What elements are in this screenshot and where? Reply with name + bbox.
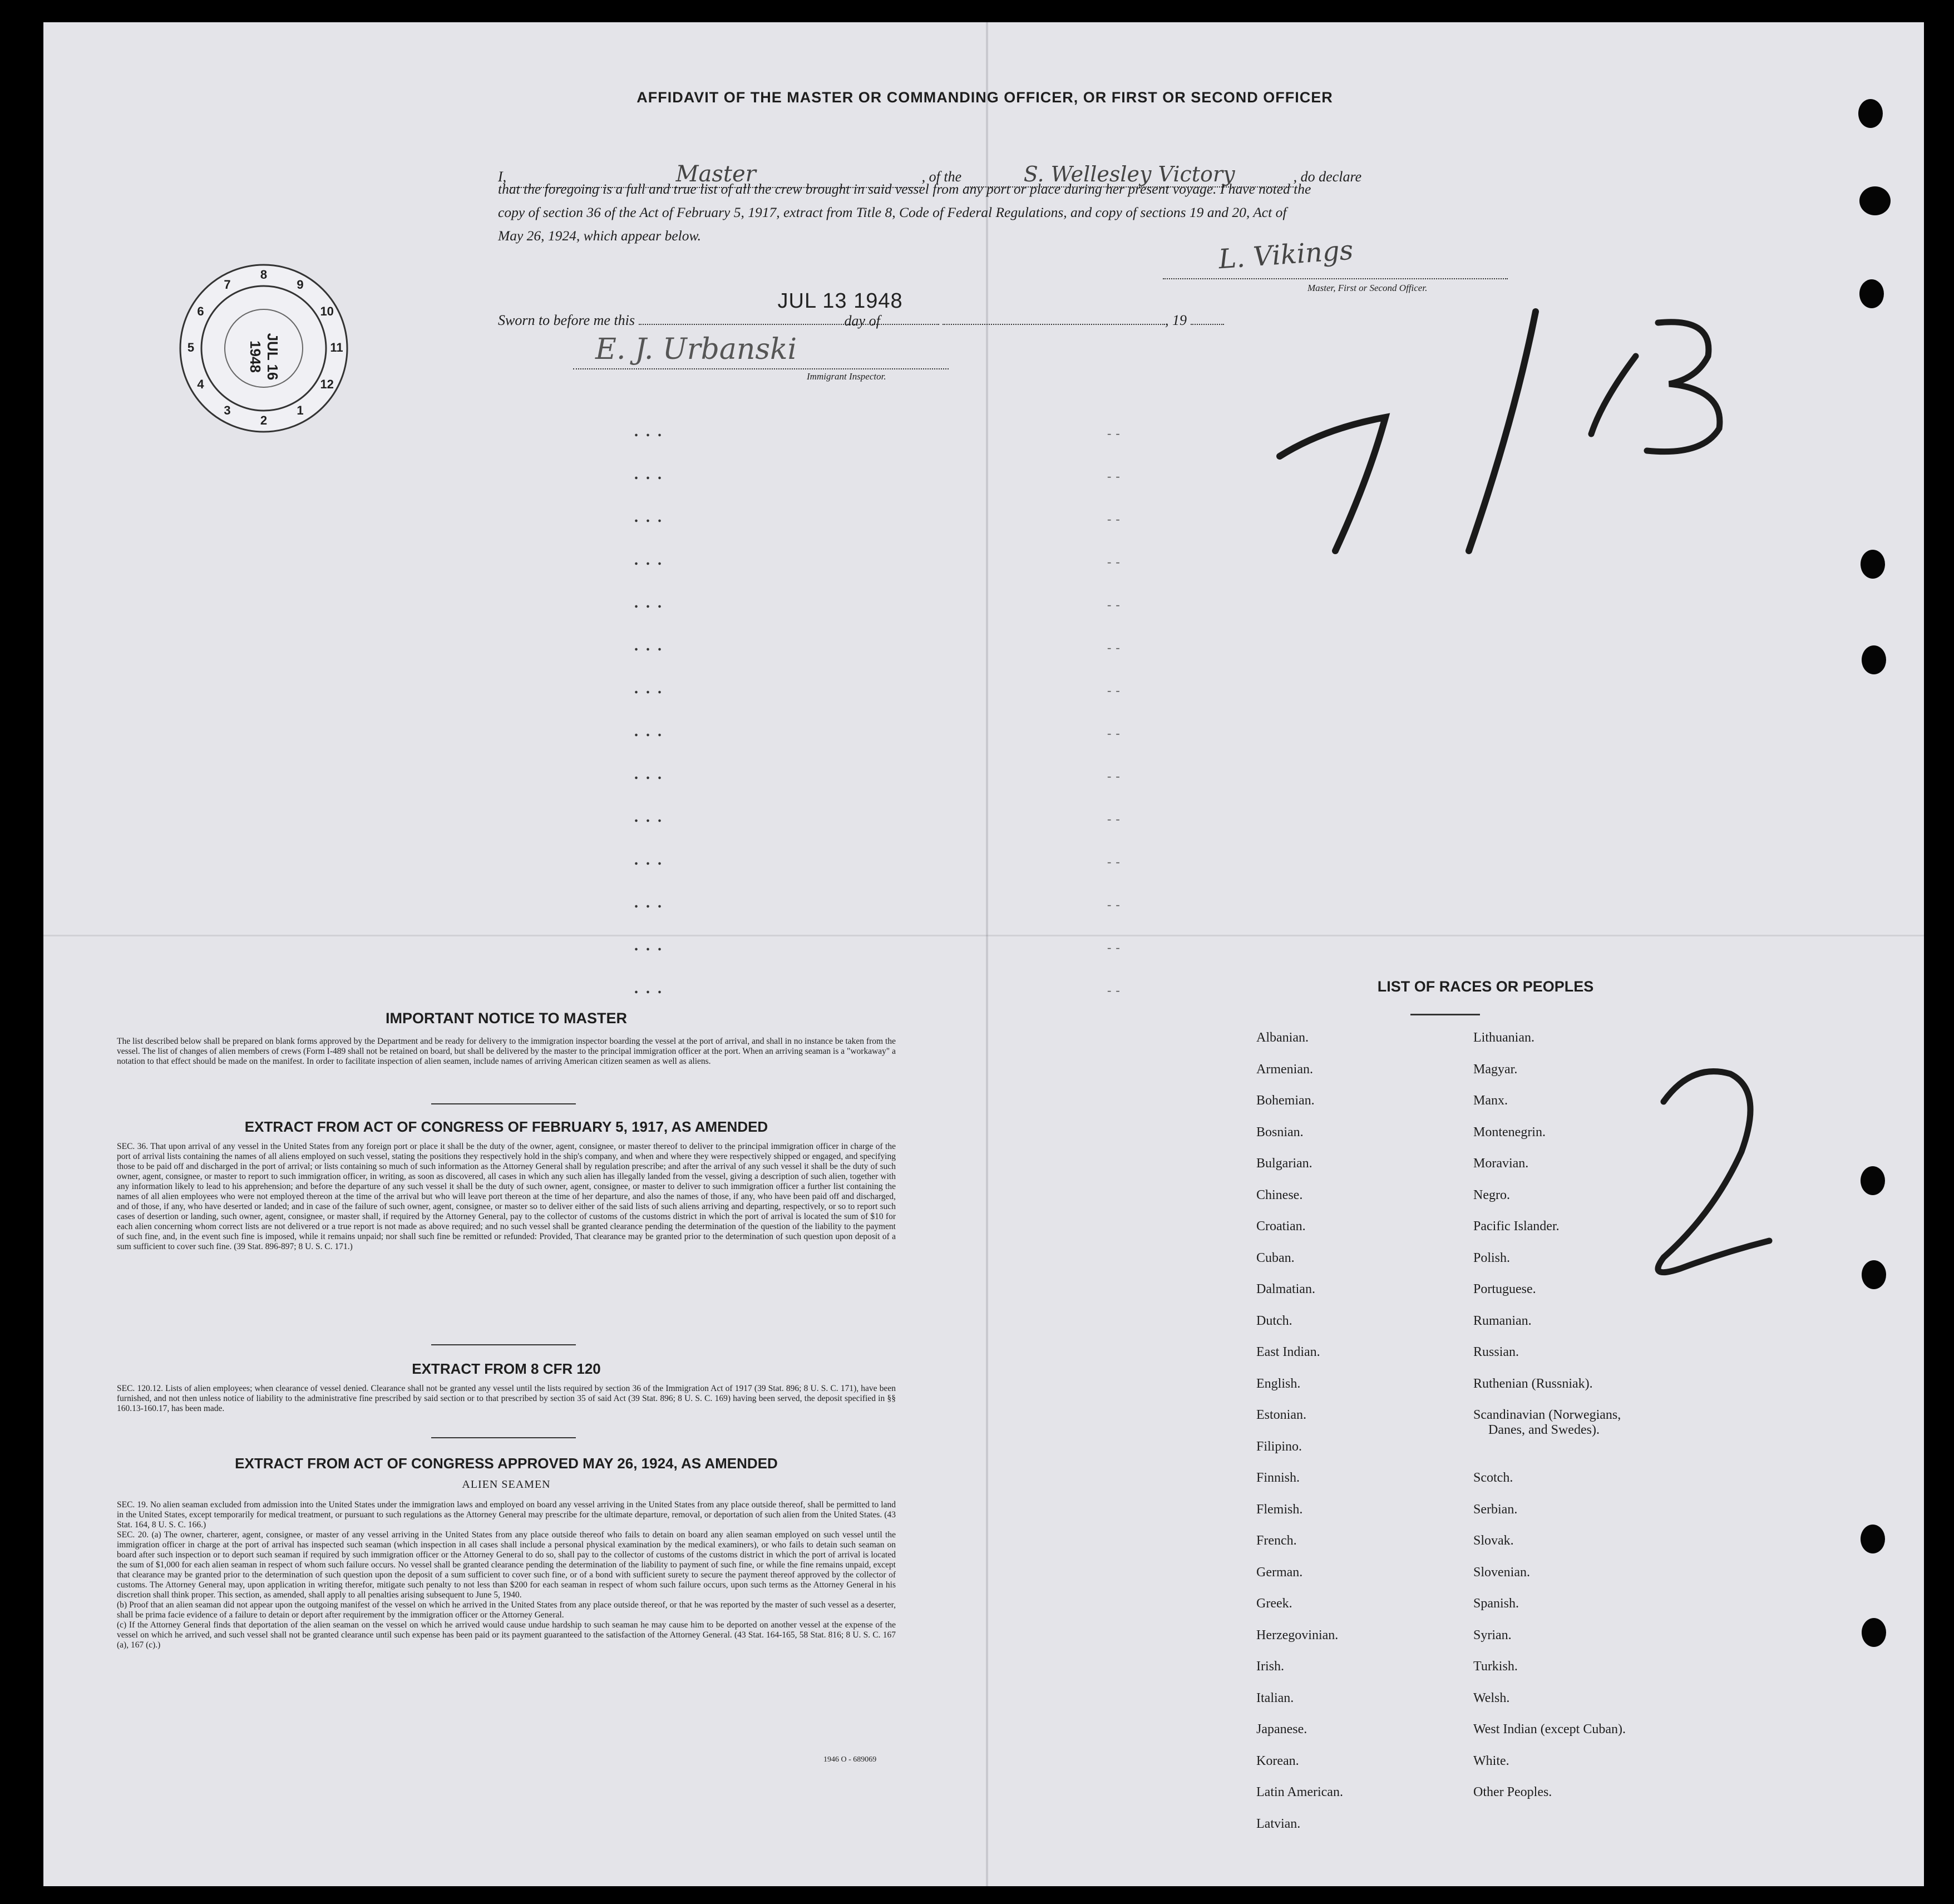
crew-row-dash: -- — [1107, 555, 1124, 569]
crew-row-dots: ... — [634, 466, 669, 483]
affidavit-declare: , do declare — [1293, 169, 1362, 185]
sworn-year: , 19 — [1165, 312, 1187, 328]
race-item: Slovenian. — [1473, 1565, 1530, 1580]
race-item: Chinese. — [1256, 1187, 1303, 1202]
sec-20c: (c) If the Attorney General finds that deportation of the alien seaman on the vessel on which he arrived would cause undue hardship to such seaman he may cause him to be deported on another vessel at the expense of the vessel on which he arrived, and such vessel shall not be granted clearance until such expense has been paid or its payment guaranteed to the satisfaction of the Attorney General. (43 Stat. 164-165, 58 Stat. 816; 8 U. S. C. 167 (a), 167 (c).) — [117, 1620, 896, 1650]
sec-20a: SEC. 20. (a) The owner, charterer, agent, consignee, or master of any vessel arriving in the United States from any place outside thereof who fails to detain on board any alien seaman employed on such vessel until the immigration officer in charge at the port of arrival has inspected such seaman (which inspection in all cases shall include a personal physical examination by the medical examiners), or who fails to detain such seaman on board after such inspection or to deport such seaman if required by such immigration officer or the Attorney General to do so, shall pay to the collector of customs of the customs district in which the port of arrival is located the sum of $1,000 for each alien seaman in respect of whom such failure occurs. No vessel shall be granted clearance pending the determination of the liability to payment of such fine, or while the fine remains unpaid, except that clearance may be granted prior to the determination of such question upon the deposit of a sum sufficient to cover such fine, or of a bond with sufficient surety to secure the payment thereof approved by the collector of customs. The Attorney General may, upon application in writing therefor, mitigate such penalty to not less than $200 for each seaman in respect of whom such failure occurs, upon such terms as the Attorney General in his discretion shall think proper. This section, as amended, shall apply to all penalties arising subsequent to June 5, 1940. — [117, 1530, 896, 1600]
race-item: Turkish. — [1473, 1659, 1518, 1674]
affidavit-i: I, — [498, 169, 507, 185]
sworn-year-field — [1191, 324, 1224, 325]
race-item: Serbian. — [1473, 1502, 1518, 1517]
crew-row-dash: -- — [1107, 940, 1124, 954]
punch-hole — [1858, 99, 1883, 128]
race-item: Bosnian. — [1256, 1124, 1304, 1140]
race-item: Dalmatian. — [1256, 1282, 1315, 1296]
race-item: Other Peoples. — [1473, 1785, 1552, 1799]
race-item: Portuguese. — [1473, 1282, 1536, 1296]
stamp-hour-number: 12 — [320, 377, 334, 391]
race-item: Montenegrin. — [1473, 1124, 1546, 1140]
divider — [431, 1437, 576, 1438]
sworn-line — [498, 289, 1277, 329]
crew-row-dash: -- — [1107, 469, 1124, 483]
sworn-day-of: day of — [844, 313, 880, 329]
stamp-hour-number: 7 — [224, 277, 231, 292]
crew-row-dots: ... — [634, 723, 669, 740]
crew-row-dash: -- — [1107, 769, 1124, 783]
race-item: Irish. — [1256, 1659, 1284, 1674]
race-item: Estonian. — [1256, 1408, 1306, 1422]
punch-hole — [1861, 1525, 1885, 1553]
affidavit-of-the: , of the — [921, 169, 962, 185]
crew-row-dash: -- — [1107, 812, 1124, 826]
crew-row-dash: -- — [1107, 855, 1124, 869]
punch-hole — [1861, 1166, 1885, 1195]
vessel-handwritten: S. Wellesley Victory — [1023, 162, 1235, 186]
fold-line-horizontal — [43, 935, 1924, 936]
sworn-prefix: Sworn to before me this — [498, 312, 635, 328]
race-item: Rumanian. — [1473, 1313, 1532, 1328]
stamp-hour-number: 4 — [197, 377, 204, 391]
crew-row-dash: -- — [1107, 426, 1124, 440]
crew-row-dots: ... — [634, 894, 669, 911]
crew-row-dash: -- — [1107, 512, 1124, 526]
divider — [431, 1103, 576, 1104]
divider — [431, 1344, 576, 1345]
handwritten-count-2 — [1641, 1057, 1775, 1291]
stamp-date: JUL 16 1948 — [247, 333, 281, 381]
sec-20b: (b) Proof that an alien seaman did not appear upon the outgoing manifest of the vessel on which he arrived in the United States from any place outside thereof, or that he was reported by the master of such vessel as a deserter, shall be prima facie evidence of a failure to detain or deport after requirement by the immigration officer or the Attorney General. — [117, 1600, 896, 1620]
stamp-hour-number: 2 — [260, 413, 268, 427]
extract-cfr-body: SEC. 120.12. Lists of alien employees; when clearance of vessel denied. Clearance shall not be granted any vessel until the lists required by section 36 of the Immigration Act of 1917 (39 Stat. 896; 8 U. S. C. 171), have been furnished, and not then unless notice of liability to the administrative fine prescribed by said section or to that prescribed by section 35 of said Act (39 Stat. 896; 8 U. S. C. 169) having been served, the deposit specified in §§ 160.13-160.17, has been made. — [117, 1384, 896, 1413]
crew-row-dash: -- — [1107, 640, 1124, 654]
race-item: Albanian. — [1256, 1030, 1309, 1045]
master-handwritten: Master — [675, 161, 756, 187]
race-item: Pacific Islander. — [1473, 1219, 1560, 1234]
race-item: Filipino. — [1256, 1439, 1302, 1454]
punch-hole — [1862, 1260, 1886, 1289]
notice-title: IMPORTANT NOTICE TO MASTER — [386, 1010, 627, 1027]
race-item: West Indian (except Cuban). — [1473, 1722, 1626, 1737]
date-stamp-seal — [177, 262, 351, 435]
race-item: Bulgarian. — [1256, 1156, 1312, 1171]
race-item: Korean. — [1256, 1753, 1299, 1768]
race-item: Dutch. — [1256, 1313, 1292, 1328]
stamp-hour-number: 10 — [320, 304, 334, 318]
extract-1924-body — [117, 1500, 896, 1650]
stamp-hour-number: 1 — [297, 403, 304, 418]
signature-caption: Master, First or Second Officer. — [1307, 283, 1428, 293]
crew-row-dots: ... — [634, 509, 669, 526]
crew-row-dash: -- — [1107, 897, 1124, 911]
inspector-caption: Immigrant Inspector. — [807, 371, 886, 382]
race-item: Scandinavian (Norwegians, — [1473, 1408, 1621, 1422]
sec-19: SEC. 19. No alien seaman excluded from admission into the United States under the immigration laws and employed on board any vessel arriving in the United States from any place outside thereof, shall be permitted to land in the United States, except temporarily for medical treatment, or pursuant to such regulations as the Attorney General may prescribe for the ultimate departure, removal, or deportation of such alien from the United States. (43 Stat. 164, 8 U. S. C. 166.) — [117, 1500, 896, 1530]
race-scandinavian-continued: Danes, and Swedes). — [1488, 1423, 1600, 1437]
crew-row-dash: -- — [1107, 683, 1124, 697]
extract-cfr-title: EXTRACT FROM 8 CFR 120 — [412, 1360, 601, 1377]
race-item: Manx. — [1473, 1093, 1508, 1108]
race-item: Herzegovinian. — [1256, 1627, 1339, 1642]
crew-row-dots: ... — [634, 680, 669, 697]
races-title: LIST OF RACES OR PEOPLES — [1377, 978, 1594, 995]
crew-row-dots: ... — [634, 937, 669, 954]
master-signature: L. Vikings — [1217, 234, 1354, 275]
race-item: Syrian. — [1473, 1627, 1512, 1642]
race-item: Negro. — [1473, 1187, 1510, 1202]
punch-hole — [1859, 186, 1891, 215]
race-item: Japanese. — [1256, 1722, 1307, 1737]
punch-hole — [1859, 279, 1884, 308]
affidavit-line-4: May 26, 1924, which appear below. — [498, 228, 701, 244]
race-item: Cuban. — [1256, 1250, 1295, 1265]
race-item: Russian. — [1473, 1345, 1519, 1359]
crew-row-dash: -- — [1107, 983, 1124, 997]
extract-1924-title: EXTRACT FROM ACT OF CONGRESS APPROVED MAY 26, 1924, AS AMENDED — [235, 1455, 778, 1472]
crew-row-dots: ... — [634, 808, 669, 826]
inspector-signature: E. J. Urbanski — [595, 333, 797, 366]
race-item: Croatian. — [1256, 1219, 1306, 1234]
race-item: Slovak. — [1473, 1533, 1514, 1548]
race-item: Welsh. — [1473, 1690, 1510, 1705]
crew-row-dots: ... — [634, 551, 669, 569]
race-item: Finnish. — [1256, 1471, 1300, 1485]
affidavit-title: AFFIDAVIT OF THE MASTER OR COMMANDING OFFICER, OR FIRST OR SECOND OFFICER — [636, 89, 1333, 106]
affidavit-line-2: that the foregoing is a full and true list of all the crew brought in said vessel from any port or place during her present voyage. I have noted the — [498, 181, 1311, 197]
crew-row-dash: -- — [1107, 726, 1124, 740]
race-item: French. — [1256, 1533, 1297, 1548]
race-item: Latin American. — [1256, 1785, 1343, 1799]
stamp-hour-number: 9 — [297, 277, 304, 292]
race-item: English. — [1256, 1376, 1301, 1391]
race-item: Flemish. — [1256, 1502, 1303, 1517]
race-item: Scotch. — [1473, 1471, 1513, 1485]
race-item: German. — [1256, 1565, 1303, 1580]
crew-row-dots: ... — [634, 594, 669, 611]
notice-body: The list described below shall be prepared on blank forms approved by the Department and be ready for delivery to the immigration inspector boarding the vessel at the port of arrival, and shall in no instance be taken from the vessel. The list of changes of alien members of crews (Form I-489 shall not be retained on board, but shall be delivered by the master to the principal immigration officer at the port. When an arriving seaman is a "workaway" a notation to that effect should be made on the manifest. In order to facilitate inspection of alien seamen, include names of arriving American citizen seamen as well as aliens. — [117, 1037, 896, 1066]
sworn-date-stamp: JUL 13 1948 — [777, 289, 903, 313]
race-item: Spanish. — [1473, 1596, 1519, 1611]
crew-row-dots: ... — [634, 980, 669, 997]
race-item: Magyar. — [1473, 1062, 1518, 1077]
stamp-hour-number: 11 — [330, 341, 343, 354]
affidavit-line-3: copy of section 36 of the Act of February 5, 1917, extract from Title 8, Code of Federal Regulations, and copy of sections 19 and 20, Act of — [498, 204, 1287, 220]
stamp-hour-number: 5 — [187, 341, 195, 354]
race-item: Ruthenian (Russniak). — [1473, 1376, 1593, 1391]
crew-row-dash: -- — [1107, 598, 1124, 611]
sworn-month-field — [943, 324, 1165, 325]
extract-1917-body: SEC. 36. That upon arrival of any vessel in the United States from any foreign port or place it shall be the duty of the owner, agent, consignee, or master thereof to deliver to the principal immigration officer in charge of the port of arrival lists containing the names of all aliens employed on such vessel, stating the positions they respectively hold in the ship's company, and when and where they were respectively shipped or engaged, and specifying those to be paid off and discharged in the port of arrival; or lists containing so much of such information as the Attorney General shall by regulation prescribe; and after the arrival of any such vessel it shall be the duty of such owner, agent, consignee, or master to report to such immigration officer, in writing, as soon as discovered, all cases in which any such alien has illegally landed from the vessel, giving a description of such alien, together with any information likely to lead to his apprehension; and before the departure of any such vessel it shall be the duty of such owner, agent, consignee, or master to deliver to such immigration officer a further list containing the names of all alien employees who were not employed thereon at the time of the arrival but who will leave port thereon at the time of her departure, and also the names of those, if any, who have been paid off and discharged, and of those, if any, who have deserted or landed; and in case of the failure of such owner, agent, consignee, or master so to deliver either of the said lists of such aliens arriving and departing, respectively, or so to report such cases of desertion or landing, such owner, agent, consignee, or master shall, if required by the Attorney General, pay to the collector of customs of the customs district in which the port of arrival is located the sum of $10 for each alien concerning whom correct lists are not delivered or a true report is not made as above required; and no such vessel shall be granted clearance pending the determination of the question of the liability to the payment of such fine, and, in the event such fine is imposed, while it remains unpaid; nor shall such fine be remitted or refunded: Provided, That clearance may be granted prior to the determination of such question upon deposit of a sum sufficient to cover such fine. (39 Stat. 896-897; 8 U. S. C. 171.) — [117, 1142, 896, 1251]
crew-row-dots: ... — [634, 423, 669, 440]
sworn-date-field — [639, 289, 939, 329]
race-item: Greek. — [1256, 1596, 1292, 1611]
crew-row-dots: ... — [634, 637, 669, 654]
race-item: Armenian. — [1256, 1062, 1313, 1077]
race-item: Bohemian. — [1256, 1093, 1315, 1108]
race-item: White. — [1473, 1753, 1509, 1768]
crew-row-dots: ... — [634, 766, 669, 783]
race-item: Latvian. — [1256, 1816, 1301, 1831]
punch-hole — [1861, 550, 1885, 579]
race-item: East Indian. — [1256, 1345, 1320, 1359]
stamp-hour-number: 3 — [224, 403, 231, 418]
handwritten-fraction — [1257, 289, 1747, 590]
extract-1924-subtitle: ALIEN SEAMEN — [462, 1478, 551, 1491]
divider — [1410, 1014, 1480, 1015]
race-item: Moravian. — [1473, 1156, 1529, 1171]
punch-hole — [1862, 645, 1886, 674]
extract-1917-title: EXTRACT FROM ACT OF CONGRESS OF FEBRUARY 5, 1917, AS AMENDED — [244, 1118, 768, 1135]
stamp-hour-number: 6 — [197, 304, 204, 318]
fold-line-vertical — [986, 22, 988, 1886]
race-item: Polish. — [1473, 1250, 1511, 1265]
stamp-hour-number: 8 — [260, 268, 268, 282]
race-item: Lithuanian. — [1473, 1030, 1534, 1045]
punch-hole — [1862, 1618, 1886, 1647]
race-item: Italian. — [1256, 1690, 1294, 1705]
print-code: 1946 O - 689069 — [823, 1755, 877, 1764]
crew-row-dots: ... — [634, 851, 669, 869]
